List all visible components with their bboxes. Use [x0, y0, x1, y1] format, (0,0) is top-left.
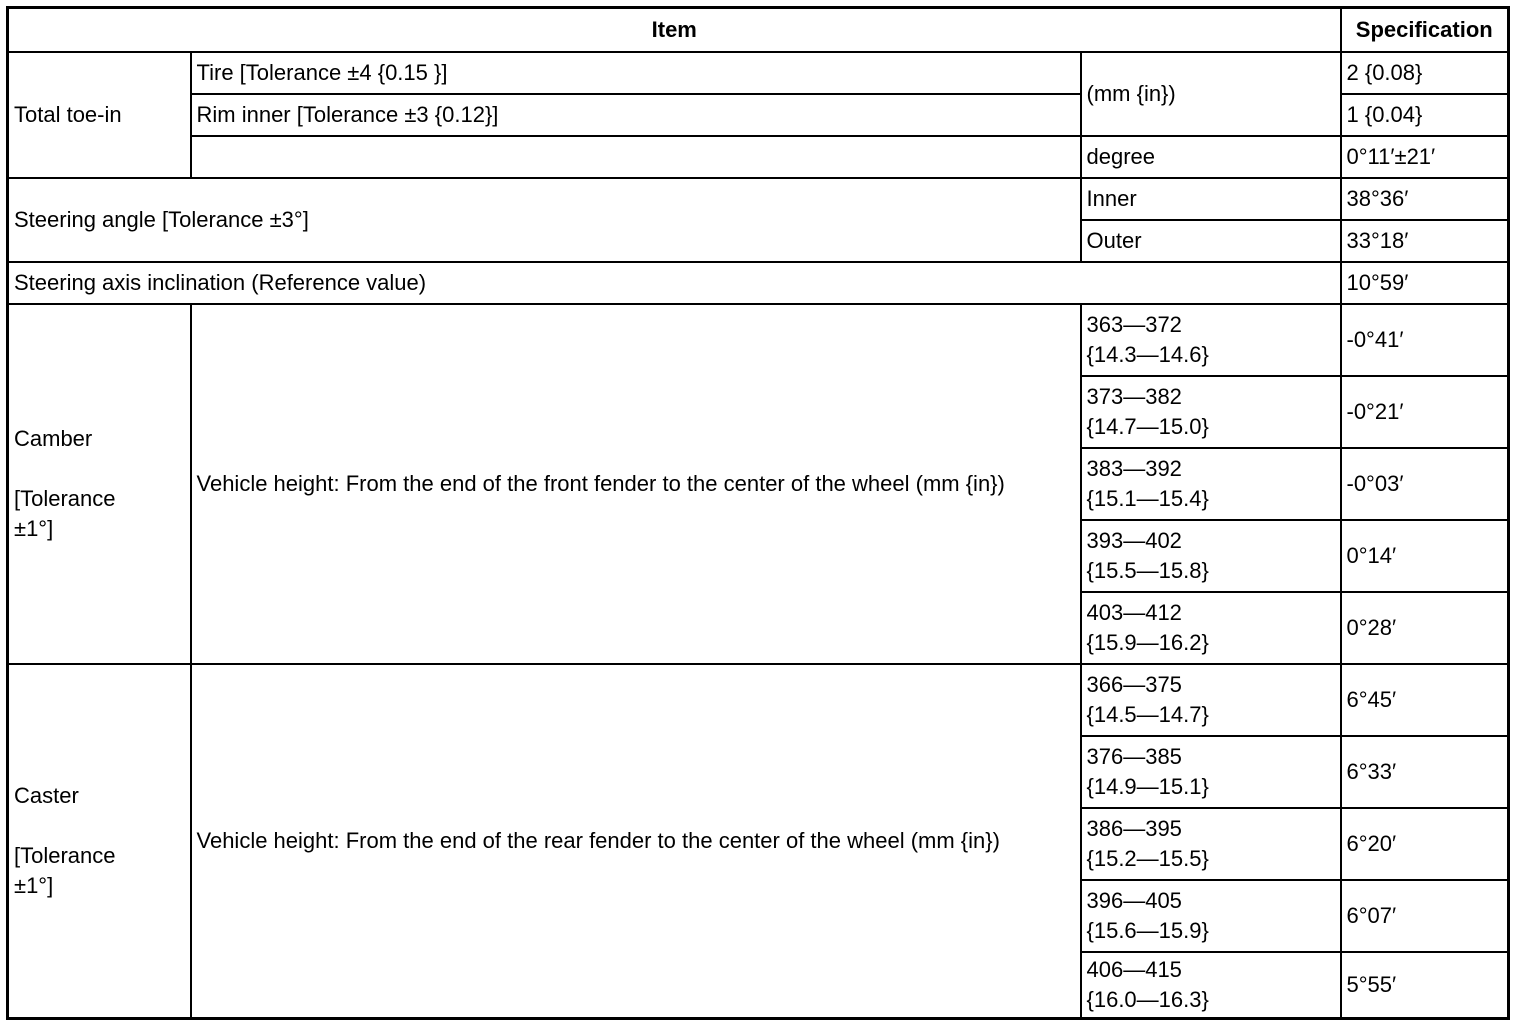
caster-value: 5°55′ — [1341, 952, 1509, 1019]
axis-inclination-value: 10°59′ — [1341, 262, 1509, 304]
steering-angle-outer-label: Outer — [1081, 220, 1341, 262]
caster-range: 406—415 {16.0—16.3} — [1081, 952, 1341, 1019]
steering-angle-label: Steering angle [Tolerance ±3°] — [8, 178, 1081, 262]
caster-value: 6°07′ — [1341, 880, 1509, 952]
camber-range: 403—412 {15.9—16.2} — [1081, 592, 1341, 664]
camber-value: 0°14′ — [1341, 520, 1509, 592]
caster-range: 376—385 {14.9—15.1} — [1081, 736, 1341, 808]
axis-inclination-label: Steering axis inclination (Reference value) — [8, 262, 1341, 304]
caster-label: Caster [Tolerance ±1°] — [8, 664, 191, 1019]
table-row — [8, 262, 1509, 304]
toe-in-tire-label: Tire [Tolerance ±4 {0.15 }] — [191, 52, 1081, 94]
camber-value: 0°28′ — [1341, 592, 1509, 664]
table-row — [8, 52, 1509, 94]
table-row — [8, 178, 1509, 220]
caster-range: 366—375 {14.5—14.7} — [1081, 664, 1341, 736]
table-row — [8, 136, 1509, 178]
camber-condition: Vehicle height: From the end of the front fender to the center of the wheel (mm {in}) — [191, 304, 1081, 664]
toe-in-rim-value: 1 {0.04} — [1341, 94, 1509, 136]
camber-range: 393—402 {15.5—15.8} — [1081, 520, 1341, 592]
toe-in-unit-mm: (mm {in}) — [1081, 52, 1341, 136]
toe-in-label: Total toe-in — [8, 52, 191, 178]
camber-value: -0°03′ — [1341, 448, 1509, 520]
header-specification: Specification — [1341, 8, 1509, 53]
toe-in-unit-degree: degree — [1081, 136, 1341, 178]
toe-in-rim-label: Rim inner [Tolerance ±3 {0.12}] — [191, 94, 1081, 136]
steering-angle-inner-label: Inner — [1081, 178, 1341, 220]
camber-value: -0°21′ — [1341, 376, 1509, 448]
caster-value: 6°20′ — [1341, 808, 1509, 880]
toe-in-tire-value: 2 {0.08} — [1341, 52, 1509, 94]
table-row — [8, 664, 1509, 736]
camber-label: Camber [Tolerance ±1°] — [8, 304, 191, 664]
caster-value: 6°33′ — [1341, 736, 1509, 808]
camber-value: -0°41′ — [1341, 304, 1509, 376]
alignment-spec-table — [6, 6, 1510, 1020]
camber-range: 383—392 {15.1—15.4} — [1081, 448, 1341, 520]
header-item: Item — [8, 8, 1341, 53]
caster-condition: Vehicle height: From the end of the rear fender to the center of the wheel (mm {in}) — [191, 664, 1081, 1019]
camber-range: 363—372 {14.3—14.6} — [1081, 304, 1341, 376]
toe-in-degree-value: 0°11′±21′ — [1341, 136, 1509, 178]
steering-angle-outer-value: 33°18′ — [1341, 220, 1509, 262]
caster-value: 6°45′ — [1341, 664, 1509, 736]
camber-range: 373—382 {14.7—15.0} — [1081, 376, 1341, 448]
caster-range: 386—395 {15.2—15.5} — [1081, 808, 1341, 880]
table-row — [8, 304, 1509, 376]
caster-range: 396—405 {15.6—15.9} — [1081, 880, 1341, 952]
steering-angle-inner-value: 38°36′ — [1341, 178, 1509, 220]
toe-in-empty-cell — [191, 136, 1081, 178]
